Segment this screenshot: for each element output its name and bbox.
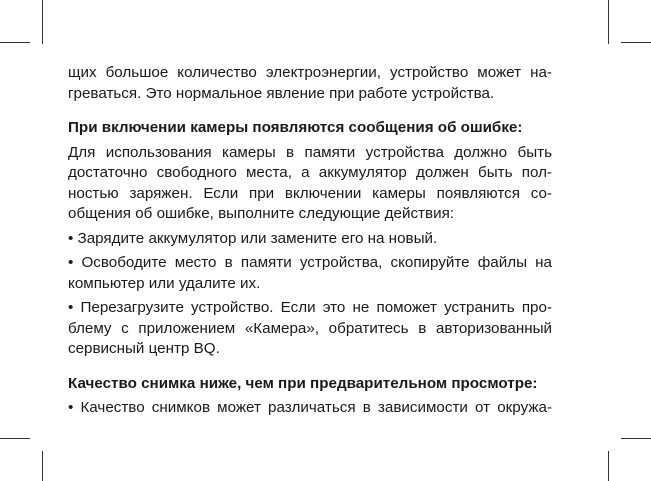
crop-mark-top-right [608,0,609,44]
text-line: щих большое количество электроэнергии, устройство может на- [68,64,552,81]
crop-mark-bottom-left-horizontal [0,438,30,439]
crop-mark-top-left [42,0,43,44]
text-line: общения об ошибке, выполните следующие действия: [68,205,455,222]
manual-page-text [68,63,552,419]
bullet-image-quality [68,398,552,419]
text-line: • Освободите место в памяти устройства, скопируйте файлы на [68,254,552,271]
text-line: компьютер или удалите их. [68,274,261,292]
text-line: • Зарядите аккумулятор или замените его на новый. [68,229,438,247]
crop-mark-top-right-horizontal [621,42,651,43]
text-line: ностью заряжен. Если при включении камеры появляются со- [68,184,552,202]
crop-mark-bottom-left [42,451,43,481]
bullet-free-memory [68,253,552,294]
intro-paragraph [68,63,552,104]
heading-error-messages: При включении камеры появляются сообщения об ошибке: [68,119,523,136]
crop-mark-bottom-right [608,451,609,481]
errors-paragraph [68,143,552,225]
crop-mark-top-left-horizontal [0,42,30,43]
crop-mark-bottom-right-horizontal [621,438,651,439]
text-line: блему с приложением «Камера», обратитесь в авторизованный [68,319,552,337]
text-line: греваться. Это нормальное явление при работе устройства. [68,84,495,102]
text-line: • Перезагрузите устройство. Если это не поможет устранить про- [68,299,552,316]
text-line: • Качество снимков может различаться в зависимости от окружа- [68,399,552,416]
text-line: сервисный центр BQ. [68,340,220,357]
bullet-restart-device [68,298,552,360]
text-line: Для использования камеры в памяти устройства должно быть [68,143,552,161]
text-line: достаточно свободного места, а аккумулятор должен быть пол- [68,164,552,181]
bullet-charge-battery [68,229,552,250]
heading-image-quality: Качество снимка ниже, чем при предварительном просмотре: [68,374,538,392]
